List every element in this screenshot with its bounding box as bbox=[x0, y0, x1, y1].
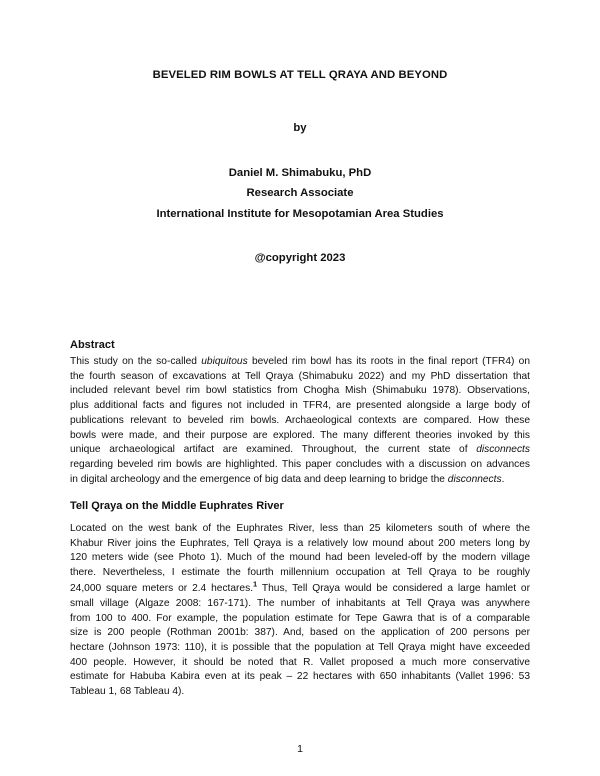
author-institution: International Institute for Mesopotamian Area Studies bbox=[156, 208, 444, 220]
section-line: hectare (Johnson 1973: 110), it is possible that the population at Tell Qraya might have exceeded bbox=[70, 641, 530, 653]
section-line: Khabur River joins the Euphrates, Tell Qraya is a relatively low mound about 200 meters long by bbox=[70, 537, 530, 549]
section-paragraph bbox=[70, 522, 530, 700]
abstract-line: in digital archeology and the emergence of big data and deep learning to bridge the disconnects. bbox=[70, 473, 505, 485]
abstract-line: bowls were made, and their purpose are explored. The many different theories invoked by this bbox=[70, 429, 530, 441]
section-line: from 100 to 400. For example, the population estimate for Tepe Gawra that is of a comparable bbox=[70, 612, 530, 624]
abstract-line: included relevant bevel rim bowl statistics from Chogha Mish (Shimabuku 1978). Observations, bbox=[70, 385, 530, 397]
section-line: 120 meters wide (see Photo 1). Much of the mound had been leveled-off by the modern village bbox=[70, 552, 530, 564]
abstract-line: publications relevant to beveled rim bowls. Archaeological contexts are compared. How these bbox=[70, 414, 530, 426]
abstract-line: plus additional facts and figures not included in TFR4, are presented alongside a large body of bbox=[70, 400, 530, 412]
author-position: Research Associate bbox=[246, 187, 354, 199]
section-line: 24,000 square meters or 2.4 hectares.$^1$ Thus, Tell Qraya would be considered a large hamlet or bbox=[70, 579, 530, 594]
paper-title: BEVELED RIM BOWLS AT TELL QRAYA AND BEYOND bbox=[152, 69, 448, 81]
abstract-line: regarding beveled rim bowls are highlighted. This paper concludes with a discussion on advances bbox=[70, 458, 530, 470]
section-line: estimate for Habuba Kabira even at its peak – 22 hectares with 650 inhabitants (Vallet 1996: 53 bbox=[70, 671, 530, 683]
abstract-paragraph bbox=[70, 355, 530, 487]
abstract-heading: Abstract bbox=[70, 339, 115, 351]
section-line: size is 200 people (Rothman 2001b: 387). And, based on the application of 200 persons per bbox=[70, 627, 530, 639]
section-line: Located on the west bank of the Euphrates River, less than 25 kilometers south of where the bbox=[70, 523, 530, 534]
byline: by bbox=[293, 122, 307, 134]
section-line: there. Nevertheless, I estimate the fourth millennium occupation at Tell Qraya to be roughly bbox=[70, 567, 530, 579]
abstract-line: the fourth season of excavations at Tell Qraya (Shimabuku 2022) and my PhD dissertation that bbox=[70, 370, 530, 382]
page-number: 1 bbox=[297, 743, 303, 755]
section-line: 400 people. However, it should be noted that R. Vallet proposed a much more conservative bbox=[70, 656, 530, 668]
section-line: small village (Algaze 2008: 167-171). The number of inhabitants at Tell Qraya was anywhere bbox=[70, 597, 530, 609]
abstract-line: unique archaeological artifact are examined. Throughout, the current state of disconnects bbox=[70, 444, 530, 456]
author-name: Daniel M. Shimabuku, PhD bbox=[228, 167, 372, 179]
abstract-line: This study on the so-called ubiquitous beveled rim bowl has its roots in the final report (TFR4) on bbox=[70, 356, 530, 367]
section-line: Tableau 1, 68 Tableau 4). bbox=[70, 686, 185, 698]
copyright-notice: @copyright 2023 bbox=[254, 252, 346, 264]
footnote-marker[interactable]: 1 bbox=[253, 579, 258, 589]
section-heading: Tell Qraya on the Middle Euphrates River bbox=[70, 500, 284, 512]
